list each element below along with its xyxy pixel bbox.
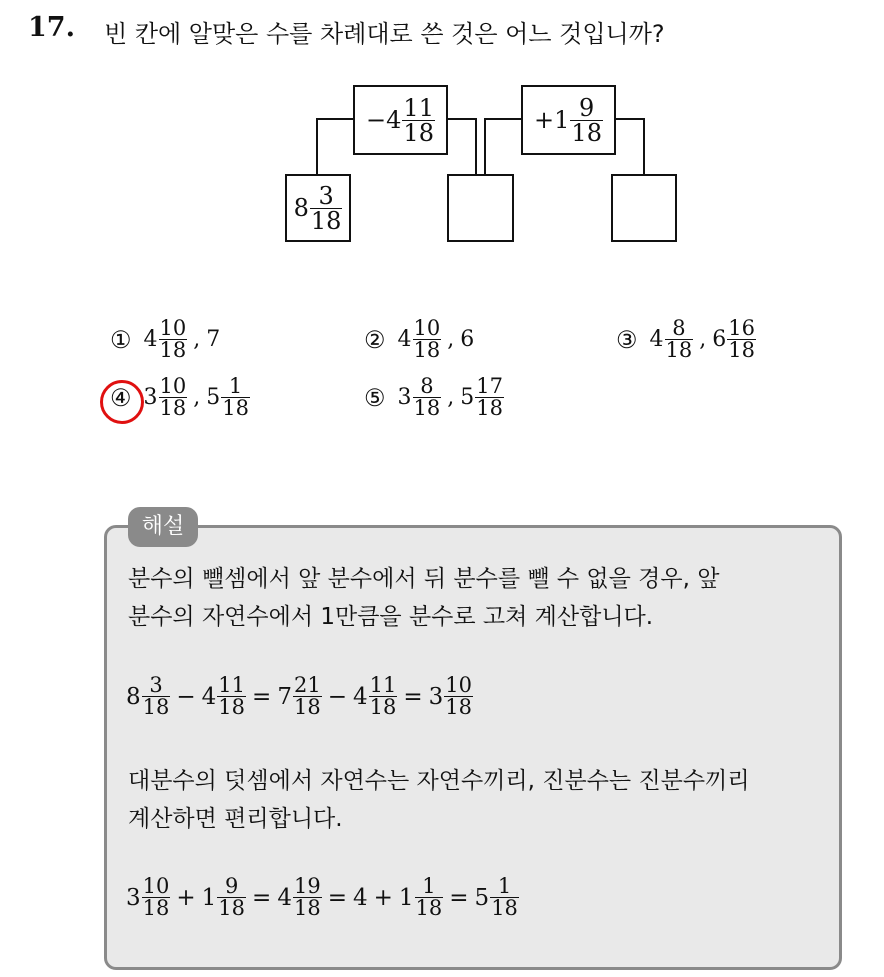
choice-1[interactable] <box>110 318 220 361</box>
connector <box>316 118 318 174</box>
whole: 7 <box>277 683 292 710</box>
numerator: 10 <box>159 316 187 340</box>
question-text: 빈 칸에 알맞은 수를 차례대로 쓴 것은 어느 것입니까? <box>104 20 665 48</box>
operator: − <box>327 683 347 710</box>
fraction <box>413 376 442 419</box>
explanation-paragraph-2-line-1: 대분수의 덧셈에서 자연수는 자연수끼리, 진분수는 진분수끼리 <box>128 768 750 794</box>
numerator: 3 <box>318 181 334 210</box>
denominator: 18 <box>491 896 518 920</box>
connector <box>484 118 486 174</box>
numerator: 10 <box>413 316 441 340</box>
whole: 1 <box>398 884 414 911</box>
explanation-tag: 해설 <box>128 507 198 547</box>
connector <box>475 118 477 174</box>
numerator: 19 <box>293 874 321 898</box>
denominator: 18 <box>571 118 602 147</box>
whole: 6 <box>712 327 727 352</box>
term: 4 <box>352 884 368 911</box>
whole: 5 <box>460 385 475 410</box>
equals: = <box>403 683 423 710</box>
mixed-number <box>293 181 343 235</box>
denominator: 18 <box>369 695 397 719</box>
fraction <box>415 876 444 919</box>
choice-mark: ④ <box>110 383 132 412</box>
operator: + <box>373 884 393 911</box>
connector <box>316 118 355 120</box>
denominator: 18 <box>445 695 472 719</box>
choice-second-value <box>206 376 250 419</box>
term <box>353 675 397 718</box>
equals: = <box>252 683 272 710</box>
separator: , <box>699 327 707 352</box>
start-value-box <box>285 174 351 242</box>
denominator: 18 <box>310 206 342 235</box>
numerator: 21 <box>293 673 321 697</box>
denominator: 18 <box>403 118 434 147</box>
fraction <box>665 318 694 361</box>
separator: , <box>193 327 201 352</box>
fraction <box>217 876 246 919</box>
denominator: 18 <box>293 896 321 920</box>
numerator: 1 <box>497 874 512 898</box>
denominator: 18 <box>159 338 187 362</box>
numerator: 11 <box>218 673 246 697</box>
whole: 3 <box>126 884 141 911</box>
explanation-paragraph-1-line-2: 분수의 자연수에서 1만큼을 분수로 고쳐 계산합니다. <box>128 604 654 630</box>
whole: 4 <box>352 683 368 710</box>
fraction <box>413 318 442 361</box>
choice-second-value: 7 <box>206 327 221 352</box>
numerator: 11 <box>403 93 434 122</box>
denominator: 18 <box>665 338 693 362</box>
connector <box>643 118 645 174</box>
choice-second-value <box>460 376 504 419</box>
whole: 4 <box>277 884 292 911</box>
term <box>202 876 246 919</box>
fraction <box>310 181 343 235</box>
choice-mark: ③ <box>616 325 638 354</box>
fraction <box>159 376 188 419</box>
numerator: 17 <box>476 374 503 398</box>
term <box>429 675 473 718</box>
choice-first-value <box>398 318 442 361</box>
choice-first-value <box>650 318 694 361</box>
denominator: 18 <box>142 695 170 719</box>
whole: 4 <box>201 683 217 710</box>
blank-box-1 <box>447 174 514 242</box>
numerator: 10 <box>159 374 187 398</box>
equals: = <box>449 884 469 911</box>
equals: = <box>252 884 272 911</box>
sign: − <box>366 106 387 134</box>
denominator: 18 <box>218 896 246 920</box>
choice-second-value: 6 <box>460 327 475 352</box>
fraction <box>369 675 398 718</box>
whole: 5 <box>206 385 221 410</box>
operation-box-subtract <box>353 85 448 155</box>
choice-5[interactable] <box>364 376 504 419</box>
fraction <box>293 675 322 718</box>
separator: , <box>447 385 455 410</box>
operator: + <box>176 884 196 911</box>
whole: 1 <box>201 884 217 911</box>
fraction <box>727 318 756 361</box>
denominator: 18 <box>415 896 443 920</box>
denominator: 18 <box>476 396 503 420</box>
fraction <box>142 675 171 718</box>
numerator: 16 <box>728 316 755 340</box>
choice-first-value <box>398 376 442 419</box>
numerator: 9 <box>224 874 239 898</box>
choice-first-value <box>144 318 188 361</box>
whole: 3 <box>143 385 158 410</box>
connector <box>614 118 644 120</box>
equation-1 <box>126 675 473 718</box>
choice-mark: ① <box>110 325 132 354</box>
whole: 4 <box>397 327 412 352</box>
answer-circle-mark <box>100 380 144 424</box>
equation-2 <box>126 876 519 919</box>
operator: − <box>176 683 196 710</box>
choice-mark: ⑤ <box>364 383 386 412</box>
fraction <box>221 376 250 419</box>
fraction <box>490 876 519 919</box>
whole: 4 <box>143 327 158 352</box>
denominator: 18 <box>728 338 755 362</box>
term <box>126 675 170 718</box>
denominator: 18 <box>142 896 170 920</box>
fraction <box>217 675 246 718</box>
numerator: 10 <box>142 874 170 898</box>
separator: , <box>193 385 201 410</box>
equals: = <box>327 884 347 911</box>
whole: 3 <box>397 385 412 410</box>
denominator: 18 <box>293 695 321 719</box>
denominator: 18 <box>159 396 187 420</box>
choice-second-value <box>712 318 756 361</box>
fraction <box>570 93 603 147</box>
denominator: 18 <box>222 396 249 420</box>
numerator: 8 <box>420 374 434 398</box>
denominator: 18 <box>413 338 441 362</box>
sign: + <box>534 106 555 134</box>
connector <box>446 118 476 120</box>
explanation-paragraph-2-line-2: 계산하면 편리합니다. <box>128 806 343 832</box>
fraction <box>142 876 171 919</box>
numerator: 8 <box>672 316 686 340</box>
fraction <box>293 876 322 919</box>
fraction <box>159 318 188 361</box>
whole: 4 <box>649 327 664 352</box>
mixed-number <box>366 93 435 147</box>
operation-box-add <box>521 85 616 155</box>
numerator: 10 <box>445 673 472 697</box>
whole: 3 <box>428 683 444 710</box>
numerator: 3 <box>149 673 163 697</box>
term <box>277 675 321 718</box>
fraction <box>475 376 504 419</box>
explanation-paragraph-1-line-1: 분수의 뺄셈에서 앞 분수에서 뒤 분수를 뺄 수 없을 경우, 앞 <box>128 566 720 592</box>
numerator: 1 <box>228 374 243 398</box>
whole: 8 <box>126 683 141 710</box>
choice-mark: ② <box>364 325 386 354</box>
fraction <box>444 675 473 718</box>
separator: , <box>447 327 455 352</box>
term <box>202 675 246 718</box>
term <box>399 876 443 919</box>
denominator: 18 <box>218 695 246 719</box>
blank-box-2 <box>611 174 677 242</box>
whole: 1 <box>554 106 570 134</box>
choice-first-value <box>144 376 188 419</box>
connector <box>484 118 522 120</box>
whole: 8 <box>293 194 309 222</box>
numerator: 9 <box>579 93 595 122</box>
mixed-number <box>534 93 603 147</box>
choice-3[interactable] <box>616 318 756 361</box>
choice-2[interactable] <box>364 318 474 361</box>
numerator: 11 <box>369 673 397 697</box>
whole: 5 <box>474 884 490 911</box>
term <box>277 876 321 919</box>
term <box>126 876 170 919</box>
term <box>475 876 519 919</box>
fraction <box>402 93 435 147</box>
denominator: 18 <box>413 396 441 420</box>
whole: 4 <box>386 106 402 134</box>
numerator: 1 <box>422 874 436 898</box>
question-number: 17. <box>28 12 75 43</box>
